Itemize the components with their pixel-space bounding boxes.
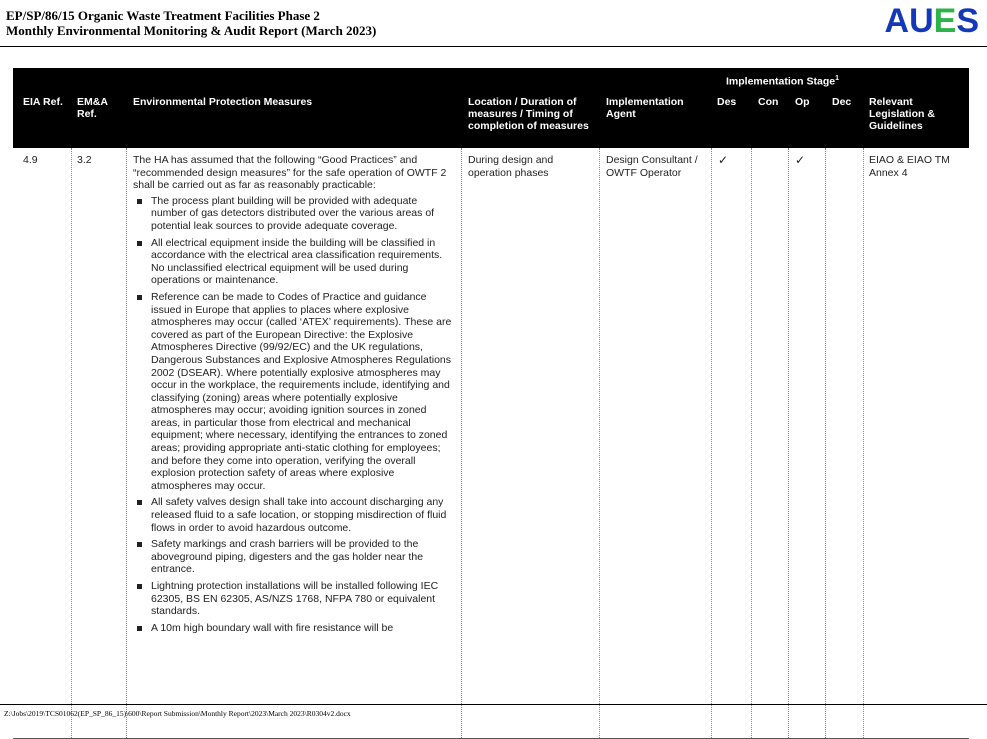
header-eia-ref: EIA Ref.	[23, 96, 63, 108]
column-divider	[751, 148, 752, 738]
header-ema-ref: EM&A Ref.	[77, 96, 108, 120]
cell-agent: Design Consultant / OWTF Operator	[606, 154, 698, 179]
report-title	[6, 8, 376, 38]
list-item: Safety markings and crash barriers will be provided to the aboveground piping, digesters and the gas holder near the entrance.	[133, 538, 453, 576]
aues-logo: AUES	[884, 2, 979, 40]
table-row	[13, 148, 969, 739]
cell-measures	[133, 154, 453, 638]
header-op: Op	[795, 96, 810, 108]
list-item: The process plant building will be provided with adequate number of gas detectors distributed over the various areas of potential leak sources to provide adequate coverage.	[133, 195, 453, 233]
list-item: Reference can be made to Codes of Practice and guidance issued in Europe that applies to places where explosive atmospheres may occur (called ‘ATEX’ requirements). These are covered as part of the European Directive: the Explosive Atmospheres Directive (99/92/EC) and the UK regulations, Dangerous Substances and Explosive Atmospheres Regulations 2002 (DSEAR). Where potentially explosive atmospheres may occur in the workplace, the requirements include, identifying and classifying (zoning) areas where potentially explosive atmospheres may occur; avoiding ignition sources in zoned areas, in particular those from electrical and mechanical equipment; where necessary, identifying the entrances to zoned areas; providing appropriate anti-static clothing for employees; and before they come into operation, verifying the overall explosion protection safety of areas where explosive atmospheres may occur.	[133, 291, 453, 493]
cell-ema-ref: 3.2	[77, 154, 92, 166]
measures-list	[133, 195, 453, 635]
header-location: Location / Duration of measures / Timing of completion of measures	[468, 96, 589, 132]
report-title-line2: Monthly Environmental Monitoring & Audit Report (March 2023)	[6, 23, 377, 38]
cell-op-check-icon: ✓	[795, 153, 806, 167]
measures-table	[13, 68, 969, 739]
column-divider	[863, 148, 864, 738]
measures-intro: The HA has assumed that the following “Good Practices” and “recommended design measures” for the safe operation of OWTF 2 shall be carried out as far as reasonably practicable:	[133, 154, 447, 192]
report-title-line1: EP/SP/86/15 Organic Waste Treatment Facilities Phase 2	[6, 8, 320, 23]
header-des: Des	[717, 96, 737, 108]
header-legislation: Relevant Legislation & Guidelines	[869, 96, 935, 132]
header-implementation-stage: Implementation Stage$^1$	[726, 75, 840, 88]
cell-eia-ref: 4.9	[23, 154, 38, 166]
header-agent: Implementation Agent	[606, 96, 684, 120]
list-item: All safety valves design shall take into account discharging any released fluid to a safe location, or stopping misdirection of fluid flows in order to avoid hazardous outcome.	[133, 496, 453, 534]
column-divider	[599, 148, 600, 738]
header-dec: Dec	[832, 96, 852, 108]
cell-legislation: EIAO & EIAO TM Annex 4	[869, 154, 950, 179]
column-divider	[71, 148, 72, 738]
footer-divider	[0, 704, 987, 705]
footer-file-path: Z:\Jobs\2019\TCS01062(EP_SP_86_15)\600\Report Submission\Monthly Report\2023\March 2023\R0304v2.docx	[4, 709, 351, 718]
cell-des-check-icon: ✓	[718, 153, 729, 167]
list-item: All electrical equipment inside the building will be classified in accordance with the electrical area classification requirements. No unclassified electrical equipment will be used during operations or maintenance.	[133, 237, 453, 287]
table-header	[13, 68, 969, 148]
header-divider	[0, 46, 987, 47]
column-divider	[126, 148, 127, 738]
header-con: Con	[758, 96, 779, 108]
list-item: Lightning protection installations will be installed following IEC 62305, BS EN 62305, AS/NZS 1768, NFPA 780 or equivalent standards.	[133, 580, 453, 618]
column-divider	[711, 148, 712, 738]
header-measures: Environmental Protection Measures	[133, 96, 313, 108]
column-divider	[461, 148, 462, 738]
column-divider	[825, 148, 826, 738]
cell-location: During design and operation phases	[468, 154, 554, 179]
list-item: A 10m high boundary wall with fire resistance will be	[133, 622, 453, 635]
column-divider	[788, 148, 789, 738]
